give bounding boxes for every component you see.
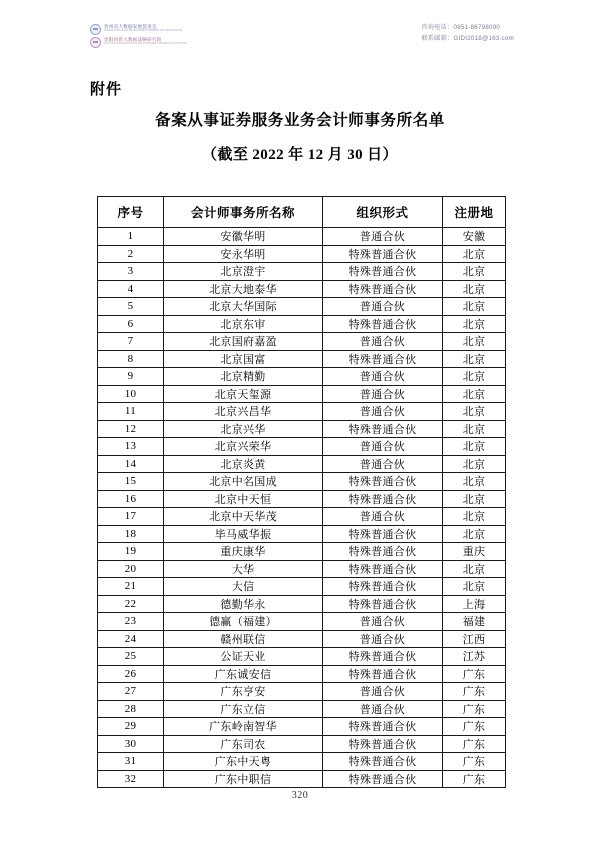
organization-logos [90,20,187,47]
table-header [98,197,506,228]
table-row [98,298,506,316]
cell-organization-form: 特殊普通合伙 [323,245,443,263]
cell-organization-form: 特殊普通合伙 [323,753,443,771]
table-row [98,648,506,666]
cell-firm-name: 北京中名国成 [164,473,323,491]
cell-organization-form: 普通合伙 [323,613,443,631]
cell-registration-place: 安徽 [443,228,506,246]
cell-registration-place: 重庆 [443,543,506,561]
cell-registration-place: 北京 [443,403,506,421]
cell-firm-name: 重庆康华 [164,543,323,561]
association-name-cn: 贵州省大数据发展促进会 [104,24,157,30]
column-header-firm-name: 会计师事务所名称 [164,197,323,228]
cell-firm-name: 大华 [164,560,323,578]
cell-index: 30 [98,735,164,753]
table-row [98,368,506,386]
cell-firm-name: 安永华明 [164,245,323,263]
page-title: 备案从事证券服务业务会计师事务所名单 [155,112,445,129]
cell-organization-form: 特殊普通合伙 [323,718,443,736]
cell-registration-place: 北京 [443,508,506,526]
cell-firm-name: 广东岭南智华 [164,718,323,736]
cell-registration-place: 北京 [443,525,506,543]
institute-emblem-icon [90,37,101,48]
table-row [98,753,506,771]
cell-index: 1 [98,228,164,246]
cell-firm-name: 北京大华国际 [164,298,323,316]
cell-index: 16 [98,490,164,508]
contact-info [421,20,514,43]
table-row [98,665,506,683]
page-number: 320 [291,790,309,801]
cell-index: 17 [98,508,164,526]
association-emblem-icon [90,24,101,35]
table-row [98,473,506,491]
cell-index: 26 [98,665,164,683]
cell-registration-place: 北京 [443,438,506,456]
cell-firm-name: 北京兴荣华 [164,438,323,456]
cell-registration-place: 北京 [443,298,506,316]
table-row [98,280,506,298]
cell-index: 6 [98,315,164,333]
cell-organization-form: 特殊普通合伙 [323,735,443,753]
cell-organization-form: 普通合伙 [323,333,443,351]
table-row [98,350,506,368]
cell-index: 15 [98,473,164,491]
cell-index: 12 [98,420,164,438]
cell-organization-form: 特殊普通合伙 [323,665,443,683]
cell-firm-name: 广东亨安 [164,683,323,701]
contact-phone: 咨询电话：0851-86798090 [421,24,501,31]
firm-listing-table-container [97,196,505,788]
table-header-row [98,197,506,228]
cell-index: 29 [98,718,164,736]
cell-firm-name: 毕马威华振 [164,525,323,543]
cell-registration-place: 北京 [443,385,506,403]
table-row [98,315,506,333]
cell-firm-name: 北京大地泰华 [164,280,323,298]
cell-firm-name: 广东诚安信 [164,665,323,683]
cell-firm-name: 北京天玺源 [164,385,323,403]
table-row [98,543,506,561]
cell-registration-place: 北京 [443,473,506,491]
table-row [98,263,506,281]
cell-registration-place: 广东 [443,665,506,683]
table-row [98,420,506,438]
cell-index: 18 [98,525,164,543]
table-row [98,455,506,473]
cell-organization-form: 特殊普通合伙 [323,543,443,561]
institute-name-en: GUIYANG INNOVATION BIG DATA STRATEGY RESEARCH INSTITUTE [104,42,188,46]
cell-registration-place: 北京 [443,560,506,578]
cell-index: 8 [98,350,164,368]
association-name-en: GUIZHOU BIG DATA DEVELOPMENT PROMOTION ASSOCIATION [104,29,183,33]
cell-firm-name: 北京兴昌华 [164,403,323,421]
cell-registration-place: 北京 [443,315,506,333]
cell-index: 11 [98,403,164,421]
cell-organization-form: 普通合伙 [323,385,443,403]
cell-organization-form: 特殊普通合伙 [323,263,443,281]
cell-registration-place: 北京 [443,333,506,351]
column-header-index: 序号 [98,197,164,228]
attachment-label: 附件 [90,82,123,98]
table-row [98,700,506,718]
table-body [98,228,506,788]
table-row [98,525,506,543]
cell-index: 20 [98,560,164,578]
cell-index: 14 [98,455,164,473]
cell-registration-place: 福建 [443,613,506,631]
cell-firm-name: 广东中职信 [164,770,323,788]
cell-index: 22 [98,595,164,613]
cell-firm-name: 公证天业 [164,648,323,666]
cell-registration-place: 上海 [443,595,506,613]
table-row [98,613,506,631]
cell-index: 24 [98,630,164,648]
cell-organization-form: 特殊普通合伙 [323,420,443,438]
cell-firm-name: 北京炎黄 [164,455,323,473]
cell-firm-name: 北京兴华 [164,420,323,438]
cell-firm-name: 北京国富 [164,350,323,368]
cell-organization-form: 普通合伙 [323,630,443,648]
cell-organization-form: 普通合伙 [323,508,443,526]
firm-listing-table [97,196,506,788]
cell-organization-form: 特殊普通合伙 [323,350,443,368]
table-row [98,385,506,403]
table-row [98,490,506,508]
cell-registration-place: 北京 [443,420,506,438]
cell-organization-form: 普通合伙 [323,228,443,246]
cell-index: 7 [98,333,164,351]
cell-organization-form: 普通合伙 [323,455,443,473]
table-row [98,718,506,736]
table-row [98,508,506,526]
cell-organization-form: 特殊普通合伙 [323,560,443,578]
cell-registration-place: 广东 [443,770,506,788]
cell-registration-place: 北京 [443,368,506,386]
cell-registration-place: 北京 [443,490,506,508]
cell-index: 27 [98,683,164,701]
cell-firm-name: 安徽华明 [164,228,323,246]
cell-registration-place: 广东 [443,735,506,753]
cell-organization-form: 普通合伙 [323,368,443,386]
cell-firm-name: 广东中天粤 [164,753,323,771]
cell-index: 25 [98,648,164,666]
table-row [98,403,506,421]
cell-index: 5 [98,298,164,316]
table-row [98,245,506,263]
cell-organization-form: 普通合伙 [323,683,443,701]
cell-firm-name: 北京精勤 [164,368,323,386]
cell-registration-place: 北京 [443,455,506,473]
table-row [98,560,506,578]
cell-index: 13 [98,438,164,456]
cell-organization-form: 普通合伙 [323,700,443,718]
table-row [98,683,506,701]
table-row [98,595,506,613]
table-row [98,438,506,456]
cell-organization-form: 普通合伙 [323,438,443,456]
cell-registration-place: 广东 [443,718,506,736]
cell-firm-name: 德赢（福建） [164,613,323,631]
cell-registration-place: 北京 [443,245,506,263]
association-logo-text [104,25,182,33]
table-row [98,228,506,246]
cell-index: 4 [98,280,164,298]
column-header-organization-form: 组织形式 [323,197,443,228]
table-row [98,578,506,596]
table-row [98,630,506,648]
cell-registration-place: 广东 [443,753,506,771]
cell-index: 9 [98,368,164,386]
cell-registration-place: 江西 [443,630,506,648]
cell-registration-place: 广东 [443,683,506,701]
cell-index: 10 [98,385,164,403]
cell-organization-form: 普通合伙 [323,403,443,421]
page-subtitle: （截至 2022 年 12 月 30 日） [202,147,398,163]
cell-firm-name: 大信 [164,578,323,596]
contact-email: 联系邮箱：GIDI2018@163.com [421,34,514,42]
cell-firm-name: 广东立信 [164,700,323,718]
cell-firm-name: 北京东审 [164,315,323,333]
logo-association [90,24,187,34]
cell-organization-form: 特殊普通合伙 [323,473,443,491]
cell-organization-form: 特殊普通合伙 [323,315,443,333]
cell-organization-form: 普通合伙 [323,298,443,316]
cell-organization-form: 特殊普通合伙 [323,525,443,543]
logo-institute [90,37,187,47]
cell-index: 23 [98,613,164,631]
cell-index: 32 [98,770,164,788]
cell-index: 28 [98,700,164,718]
cell-firm-name: 北京澄宇 [164,263,323,281]
page-header [0,20,600,60]
table-row [98,735,506,753]
cell-organization-form: 特殊普通合伙 [323,578,443,596]
cell-registration-place: 北京 [443,578,506,596]
cell-index: 3 [98,263,164,281]
cell-firm-name: 赣州联信 [164,630,323,648]
cell-registration-place: 广东 [443,700,506,718]
column-header-registration-place: 注册地 [443,197,506,228]
cell-firm-name: 德勤华永 [164,595,323,613]
cell-organization-form: 特殊普通合伙 [323,648,443,666]
table-row [98,333,506,351]
cell-organization-form: 特殊普通合伙 [323,770,443,788]
cell-firm-name: 广东司农 [164,735,323,753]
cell-organization-form: 特殊普通合伙 [323,280,443,298]
cell-registration-place: 北京 [443,350,506,368]
institute-name-cn: 贵阳创新大数据战略研究院 [104,37,162,43]
cell-registration-place: 北京 [443,280,506,298]
cell-organization-form: 特殊普通合伙 [323,595,443,613]
cell-index: 31 [98,753,164,771]
cell-index: 21 [98,578,164,596]
cell-registration-place: 江苏 [443,648,506,666]
cell-organization-form: 特殊普通合伙 [323,490,443,508]
cell-firm-name: 北京中天恒 [164,490,323,508]
table-row [98,770,506,788]
cell-registration-place: 北京 [443,263,506,281]
cell-firm-name: 北京国府嘉盈 [164,333,323,351]
institute-logo-text [104,38,187,46]
cell-index: 19 [98,543,164,561]
cell-firm-name: 北京中天华茂 [164,508,323,526]
cell-index: 2 [98,245,164,263]
